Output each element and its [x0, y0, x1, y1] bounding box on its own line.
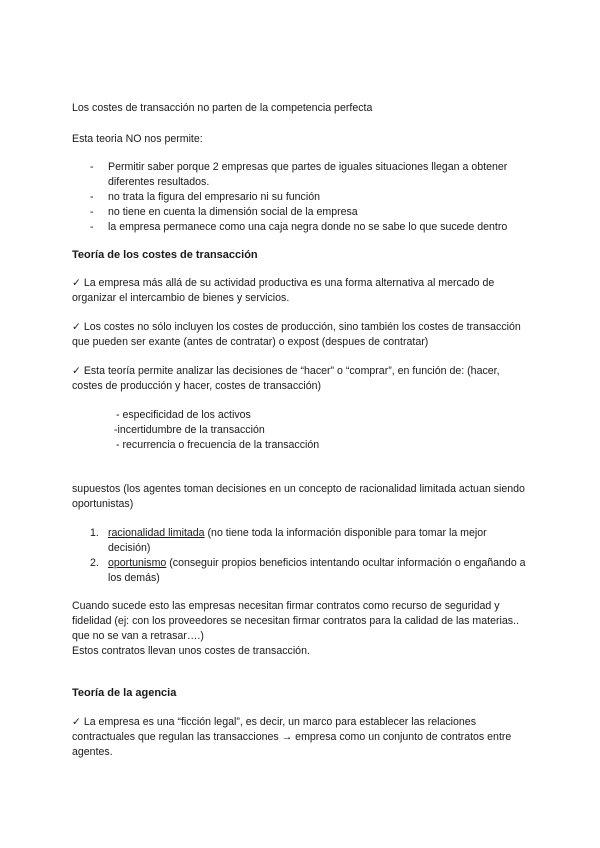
- intro-line: Los costes de transacción no parten de la competencia perfecta: [72, 102, 373, 114]
- paragraph: ✓ La empresa es una “ficción legal”, es decir, un marco para establecer las relaciones contractuales que regulan las transacciones → empresa como un conjunto de contratos entre agentes.: [72, 716, 512, 758]
- paragraph: Estos contratos llevan unos costes de transacción.: [72, 645, 310, 657]
- list-item: - especificidad de los activos: [116, 409, 251, 421]
- list-number: 2.: [90, 557, 99, 569]
- paragraph: Cuando sucede esto las empresas necesitan firmar contratos como recurso de seguridad y fidelidad (ej: con los proveedores se necesitan firmar contratos para la calidad de las materias.. que no se van a retrasar….): [72, 600, 519, 642]
- list-term: racionalidad limitada: [108, 527, 205, 539]
- factor-list: [116, 408, 516, 453]
- list-term: oportunismo: [108, 557, 167, 569]
- paragraph: supuestos (los agentes toman decisiones en un concepto de racionalidad limitada actuan siendo oportunistas): [72, 483, 525, 510]
- list-item: - recurrencia o frecuencia de la transacción: [116, 439, 320, 451]
- list-text: (conseguir propios beneficios intentando ocultar información o engañando a los demás): [108, 557, 526, 584]
- list-item: - no tiene en cuenta la dimensión social de la empresa: [90, 205, 535, 220]
- list-item: -incertidumbre de la transacción: [114, 424, 265, 436]
- paragraph: ✓ Los costes no sólo incluyen los costes de producción, sino también los costes de transacción que pueden ser exante (antes de contratar) o expost (despues de contratar): [72, 321, 521, 348]
- section-heading: Teoría de la agencia: [72, 687, 177, 699]
- limitations-list: [90, 160, 535, 235]
- list-item: - Permitir saber porque 2 empresas que partes de iguales situaciones llegan a obtener diferentes resultados.: [90, 160, 535, 190]
- list-item: - la empresa permanece como una caja negra donde no se sabe lo que sucede dentro: [90, 220, 535, 235]
- list-item: [90, 526, 530, 556]
- list-item: - no trata la figura del empresario ni su función: [90, 190, 535, 205]
- list-text: (no tiene toda la información disponible para tomar la mejor decisión): [108, 527, 487, 554]
- paragraph: ✓ La empresa más allá de su actividad productiva es una forma alternativa al mercado de organizar el intercambio de bienes y servicios.: [72, 277, 495, 304]
- list-item: [90, 556, 530, 586]
- section-heading: Teoría de los costes de transacción: [72, 249, 258, 261]
- intro-question: Esta teoria NO nos permite:: [72, 133, 203, 145]
- assumptions-list: [90, 526, 530, 586]
- paragraph: ✓ Esta teoría permite analizar las decisiones de “hacer” o “comprar”, en función de: (hacer, costes de producción y hacer, costes de transacción): [72, 365, 500, 392]
- list-number: 1.: [90, 527, 99, 539]
